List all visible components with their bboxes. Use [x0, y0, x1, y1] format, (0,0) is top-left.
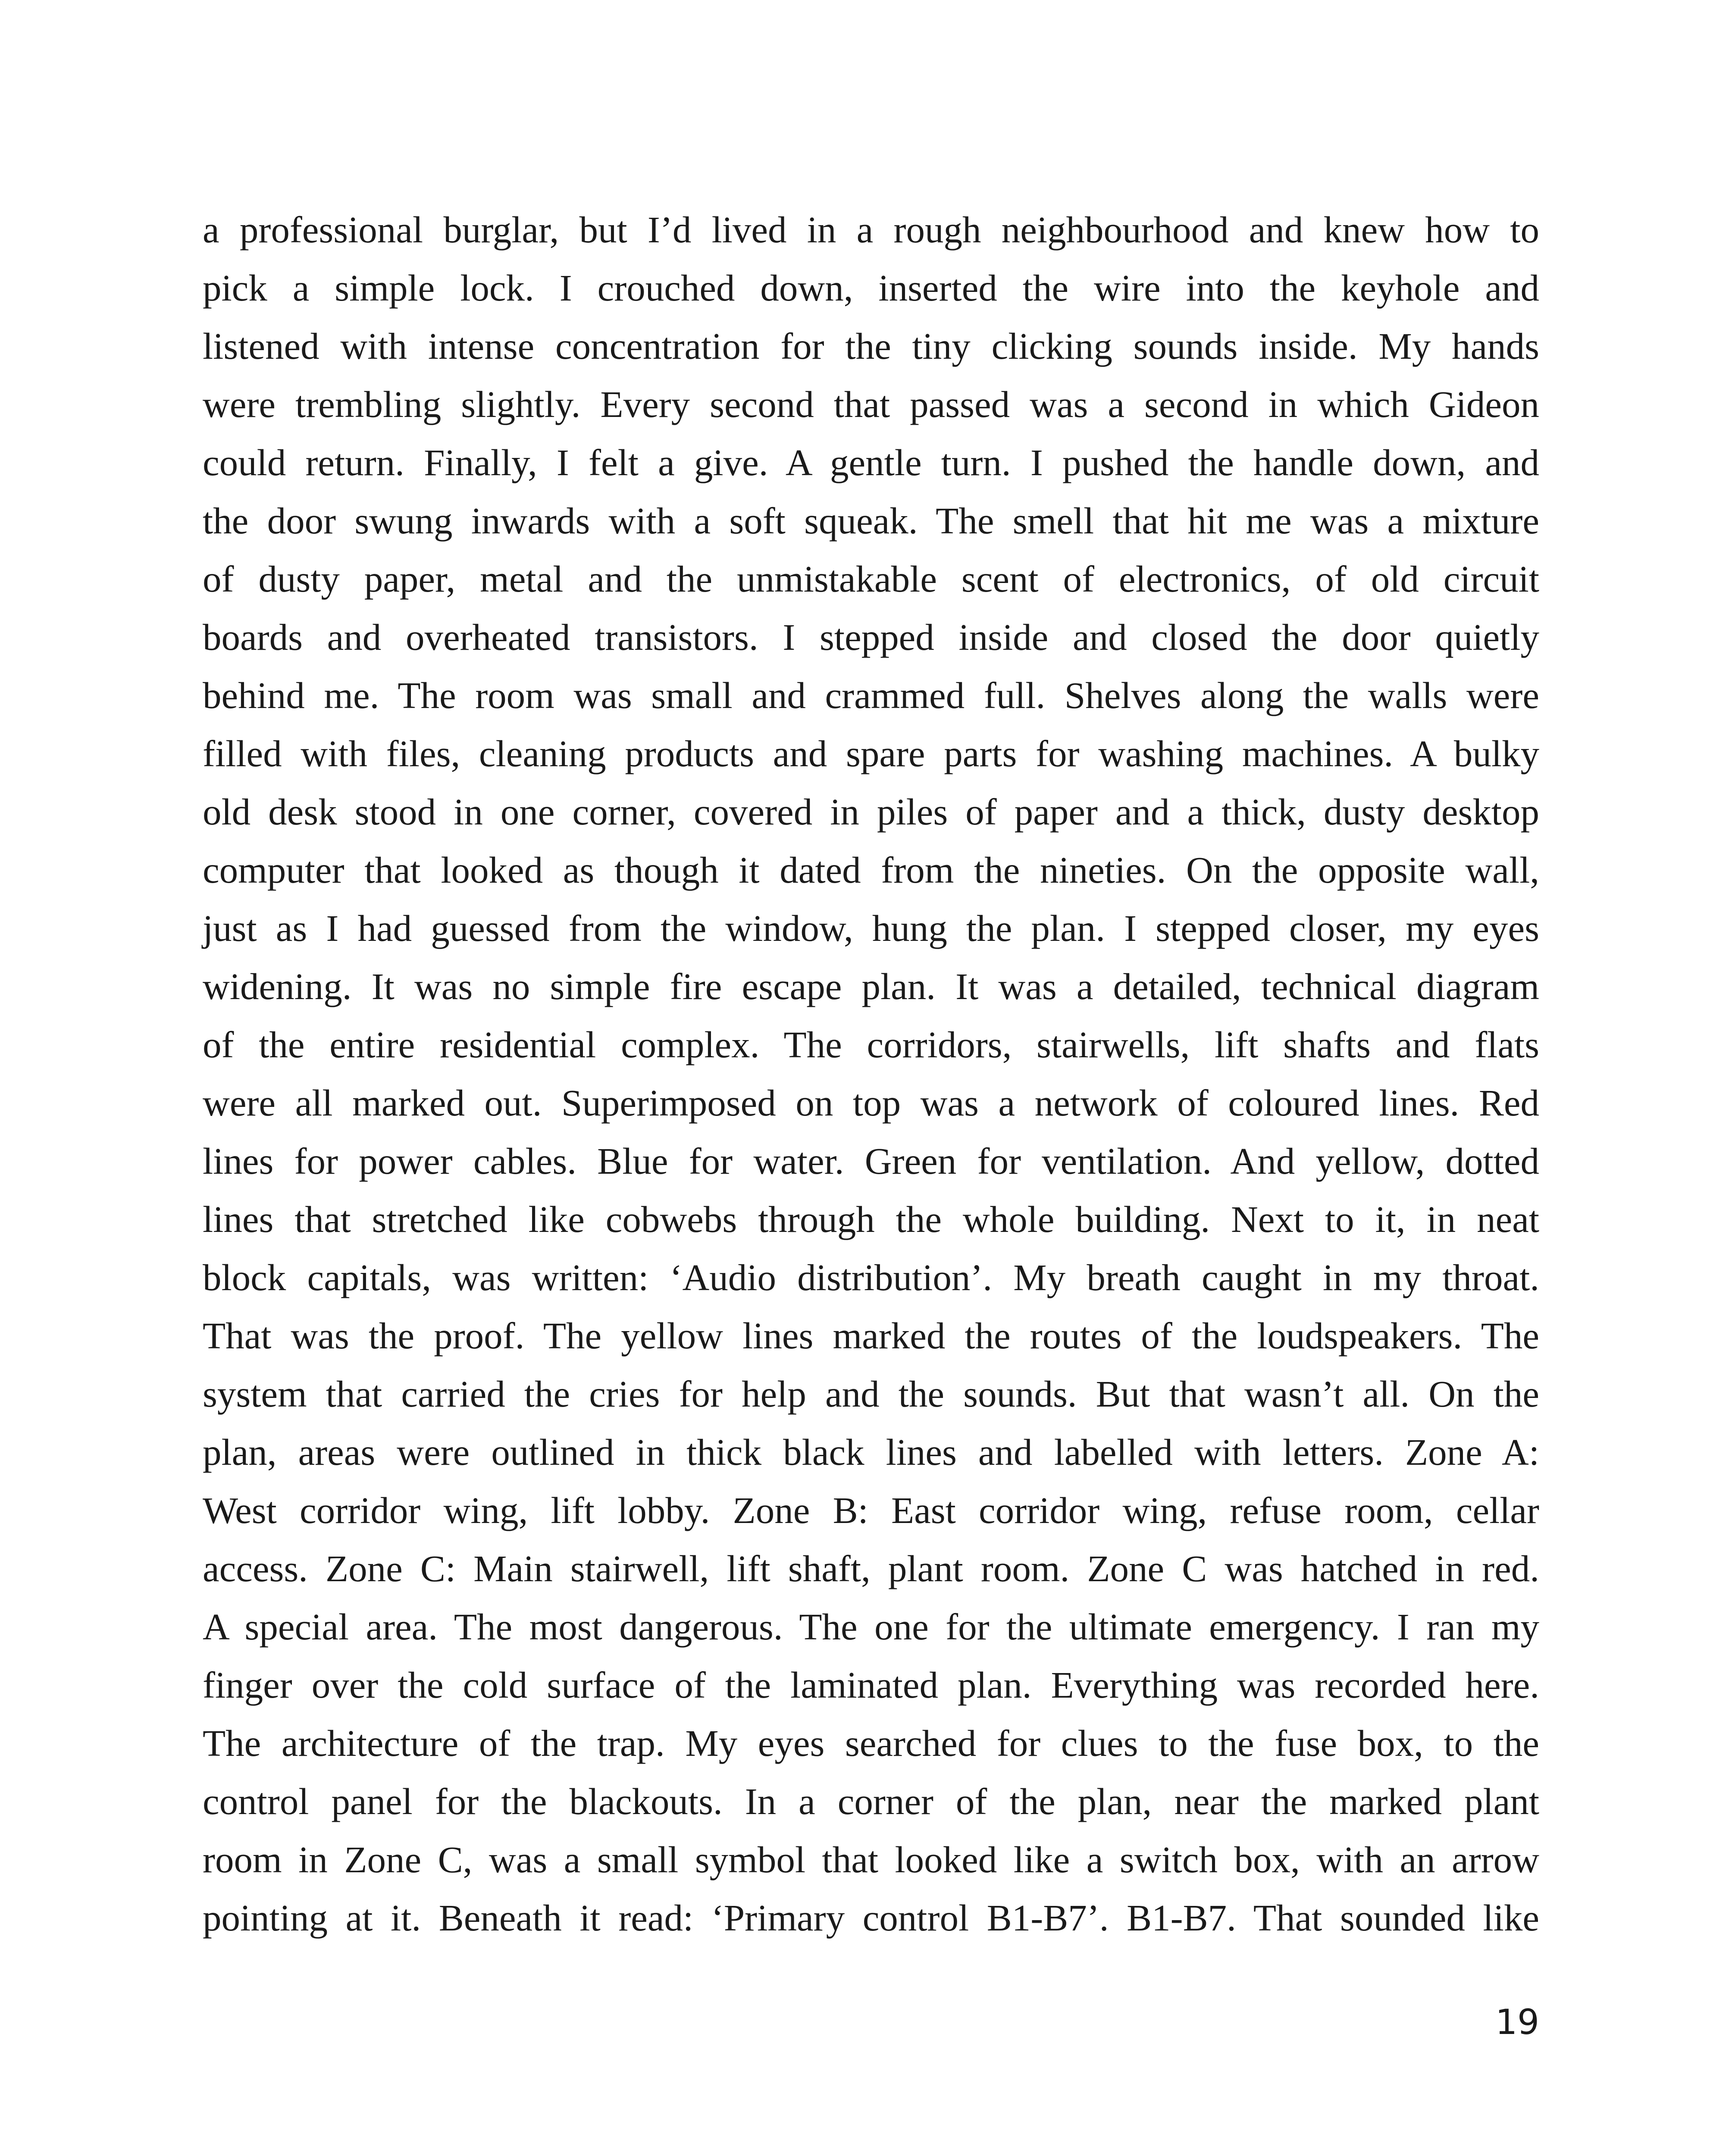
text-line: finger over the cold surface of the laminated plan. Everything was recorded here.	[203, 1664, 1539, 1706]
text-line: filled with files, cleaning products and spare parts for washing machines. A bulky	[203, 733, 1539, 774]
text-line: widening. It was no simple fire escape plan. It was a detailed, technical diagram	[203, 965, 1539, 1007]
text-line: plan, areas were outlined in thick black lines and labelled with letters. Zone A:	[203, 1431, 1539, 1473]
text-line: could return. Finally, I felt a give. A gentle turn. I pushed the handle down, and	[203, 442, 1539, 483]
text-line: lines for power cables. Blue for water. Green for ventilation. And yellow, dotted	[203, 1140, 1539, 1182]
text-line: room in Zone C, was a small symbol that looked like a switch box, with an arrow	[203, 1839, 1539, 1880]
text-line: old desk stood in one corner, covered in piles of paper and a thick, dusty desktop	[203, 791, 1539, 833]
text-line: The architecture of the trap. My eyes searched for clues to the fuse box, to the	[203, 1722, 1539, 1764]
text-line: were trembling slightly. Every second that passed was a second in which Gideon	[203, 383, 1539, 425]
text-line: lines that stretched like cobwebs through the whole building. Next to it, in neat	[203, 1198, 1539, 1240]
text-line: of the entire residential complex. The corridors, stairwells, lift shafts and flats	[203, 1024, 1539, 1065]
text-line: pick a simple lock. I crouched down, inserted the wire into the keyhole and	[203, 267, 1539, 309]
text-line: behind me. The room was small and crammed full. Shelves along the walls were	[203, 674, 1539, 716]
text-line: That was the proof. The yellow lines marked the routes of the loudspeakers. The	[203, 1315, 1539, 1357]
text-line: just as I had guessed from the window, hung the plan. I stepped closer, my eyes	[203, 907, 1539, 949]
text-line: pointing at it. Beneath it read: ‘Primary control B1-B7’. B1-B7. That sounded like	[203, 1897, 1539, 1939]
body-text	[203, 201, 1539, 1947]
text-line: access. Zone C: Main stairwell, lift shaft, plant room. Zone C was hatched in red.	[203, 1548, 1539, 1589]
text-line: of dusty paper, metal and the unmistakable scent of electronics, of old circuit	[203, 558, 1539, 600]
text-line: system that carried the cries for help and the sounds. But that wasn’t all. On the	[203, 1373, 1539, 1415]
text-line: block capitals, was written: ‘Audio distribution’. My breath caught in my throat.	[203, 1257, 1539, 1298]
text-line: computer that looked as though it dated from the nineties. On the opposite wall,	[203, 849, 1539, 891]
page-number: 19	[1495, 2002, 1539, 2042]
text-line: were all marked out. Superimposed on top was a network of coloured lines. Red	[203, 1082, 1539, 1124]
text-line: boards and overheated transistors. I stepped inside and closed the door quietly	[203, 616, 1539, 658]
text-line: A special area. The most dangerous. The one for the ultimate emergency. I ran my	[203, 1606, 1539, 1648]
text-line: West corridor wing, lift lobby. Zone B: East corridor wing, refuse room, cellar	[203, 1489, 1539, 1531]
text-line: a professional burglar, but I’d lived in a rough neighbourhood and knew how to	[203, 209, 1539, 251]
text-line: listened with intense concentration for the tiny clicking sounds inside. My hands	[203, 325, 1539, 367]
text-line: control panel for the blackouts. In a corner of the plan, near the marked plant	[203, 1780, 1539, 1822]
text-line: the door swung inwards with a soft squeak. The smell that hit me was a mixture	[203, 500, 1539, 542]
